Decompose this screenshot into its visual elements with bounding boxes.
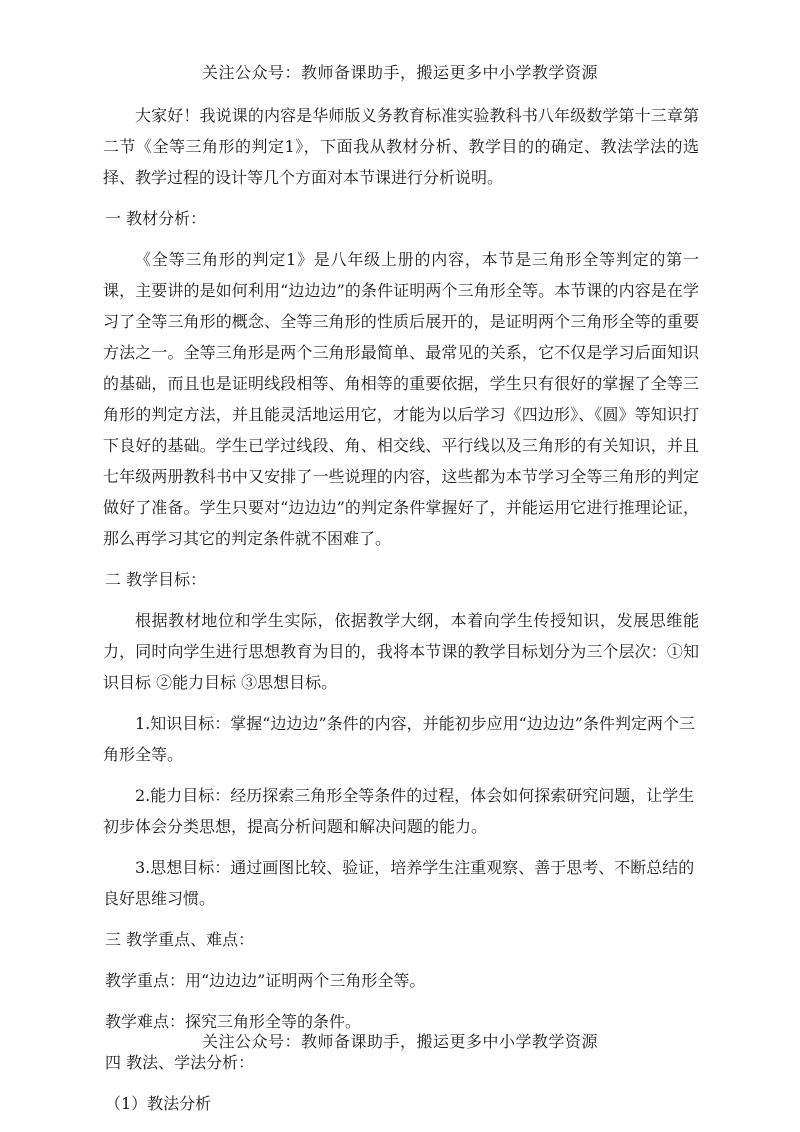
key-point: 教学重点：用“边边边”证明两个三角形全等。 (105, 971, 426, 990)
objective-knowledge: 1.知识目标：掌握“边边边”条件的内容，并能初步应用“边边边”条件判定两个三角形全等。 (103, 714, 695, 764)
difficult-point: 教学难点：探究三角形全等的条件。 (105, 1012, 362, 1031)
section-4-heading: 四 教法、学法分析： (105, 1053, 255, 1072)
section-1-paragraph: 《全等三角形的判定1》是八年级上册的内容，本节是三角形全等判定的第一课，主要讲的是如何利用“边边边”的条件证明两个三角形全等。本节课的内容是在学习了全等三角形的概念、全等三角形的性质后展开的，是证明两个三角形全等的重要方法之一。全等三角形是两个三角形最简单、最常见的关系，它不仅是学习后面知识的基础，而且也是证明线段相等、角相等的重要依据，学生只有很好的掌握了全等三角形的判定方法，并且能灵活地运用它，才能为以后学习《四边形》、《圆》等知识打下良好的基础。学生已学过线段、角、相交线、平行线以及三角形的有关知识，并且七年级两册教科书中又安排了一些说理的内容，这些都为本节学习全等三角形的判定做好了准备。学生只要对“边边边”的判定条件掌握好了，并能运用它进行推理论证，那么再学习其它的判定条件就不困难了。 (103, 250, 699, 548)
objective-thinking: 3.思想目标：通过画图比较、验证，培养学生注重观察、善于思考、不断总结的良好思维习惯。 (103, 858, 695, 908)
page-header: 关注公众号：教师备课助手，搬运更多中小学教学资源 (201, 63, 598, 82)
intro-paragraph: 大家好！我说课的内容是华师版义务教育标准实验教科书八年级数学第十三章第二节《全等三角形的判定1》，下面我从教材分析、教学目的的确定、教法学法的选择、教学过程的设计等几个方面对本节课进行分析说明。 (103, 106, 699, 187)
section-3-heading: 三 教学重点、难点： (105, 930, 255, 949)
section-2-heading: 二 教学目标： (105, 570, 207, 589)
page-footer: 关注公众号：教师备课助手，搬运更多中小学教学资源 (201, 1032, 598, 1051)
objective-ability: 2.能力目标：经历探索三角形全等条件的过程，体会如何探索研究问题，让学生初步体会分类思想，提高分析问题和解决问题的能力。 (103, 786, 695, 836)
section-2-paragraph: 根据教材地位和学生实际，依据教学大纲，本着向学生传授知识，发展思维能力，同时向学生进行思想教育为目的，我将本节课的教学目标划分为三个层次：①知识目标 ②能力目标 ③思想目标。 (103, 611, 699, 692)
document-body (103, 100, 699, 1119)
section-4-subheading: （1）教法分析 (105, 1094, 212, 1113)
section-1-heading: 一 教材分析： (105, 209, 207, 228)
